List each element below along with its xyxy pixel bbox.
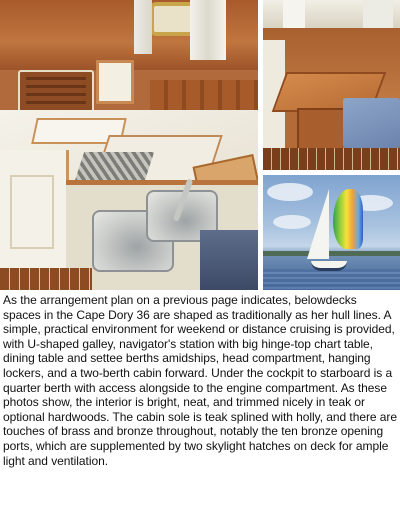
water (263, 269, 400, 290)
curtain-left (134, 0, 152, 54)
sailing-photo (263, 175, 400, 290)
cloud (273, 215, 311, 229)
settee-cushion (200, 230, 258, 290)
cupboard-panel (10, 175, 54, 249)
navigator-station-photo (263, 0, 400, 170)
spinnaker-sail (333, 189, 363, 249)
curtain-right (190, 0, 226, 60)
navigator-seat (343, 98, 400, 148)
distant-shore (263, 251, 400, 256)
mainsail (307, 189, 329, 259)
sailboat-hull (311, 261, 347, 271)
cabin-sole (263, 148, 400, 170)
cabinet-door (96, 60, 134, 104)
galley-photo (0, 0, 258, 290)
caption-paragraph: As the arrangement plan on a previous page indicates, belowdecks spaces in the Cape Dory 36 are shaped as traditionally as her hull lines. A simple, practical environment for weekend or distance cruising is provided, with U-shaped galley, navigator's station with big hinge-top chart table, dining table and settee berths amidships, head compartment, hanging lockers, and a two-berth cabin forward. Under the cockpit to starboard is a quarter berth with access alongside to the engine compartment. As these photos show, the interior is bright, neat, and trimmed nicely in teak or optional hardwoods. The cabin sole is teak splined with holly, and there are touches of brass and bronze throughout, notably the ten bronze opening ports, which are supplemented by two skylight hatches on deck for ample light and ventilation. (3, 293, 397, 468)
curtain-right (363, 0, 393, 30)
cabin-sole (0, 268, 92, 290)
